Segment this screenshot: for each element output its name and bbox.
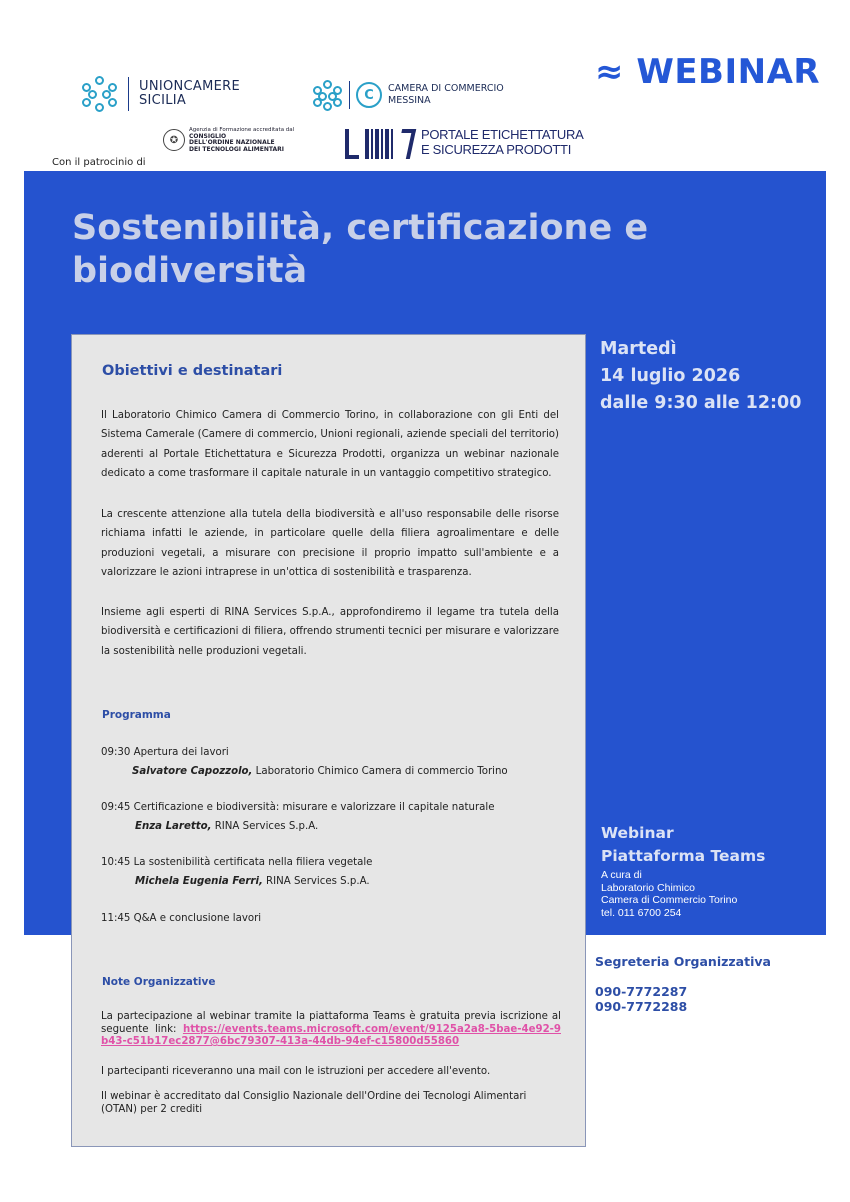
otan-small: Agenzia di Formazione accreditata dal <box>189 127 295 133</box>
page-title: Sostenibilità, certificazione e biodiversità <box>72 208 649 291</box>
cura-line3: Camera di Commercio Torino <box>601 894 738 906</box>
portale-line2: E SICUREZZA PRODOTTI <box>421 142 572 157</box>
program-item: 09:45 Certificazione e biodiversità: misurare e valorizzare il capitale naturale <box>101 802 495 813</box>
portale-etichettatura-logo <box>345 125 583 159</box>
rina-paragraph: Insieme agli esperti di RINA Services S.p.A., approfondiremo il legame tra tutela della biodiversità e certificazioni di filiera, offrendo strumenti tecnici per misurare e valorizzare la sostenibilità nelle produzioni vegetali. <box>101 607 559 657</box>
program-item: 10:45 La sostenibilità certificata nella filiera vegetale <box>101 857 373 868</box>
otan-logo <box>163 127 294 153</box>
segreteria-heading: Segreteria Organizzativa <box>595 954 771 969</box>
program-speaker <box>135 820 318 834</box>
programma-heading: Programma <box>102 709 171 721</box>
note-heading: Note Organizzative <box>102 976 216 988</box>
camera-emblem-icon <box>313 80 343 110</box>
speaker-name: Michela Eugenia Ferri, <box>135 876 263 887</box>
intro-paragraph: Il Laboratorio Chimico Camera di Commercio Torino, in collaborazione con gli Enti del Sistema Camerale (Camere di commercio, Unioni regionali, aziende speciali del territorio) aderenti al Portale Etichettatura e Sicurezza Prodotti, organizza un webinar nazionale dedicato a come trasformare il capitale naturale in un vantaggio competitivo strategico. <box>101 410 559 480</box>
speaker-affiliation: RINA Services S.p.A. <box>211 821 319 832</box>
content-panel <box>71 334 586 1147</box>
cura-line1: A cura di <box>601 869 642 881</box>
republic-seal-icon: ✪ <box>163 129 185 151</box>
speaker-affiliation: RINA Services S.p.A. <box>262 876 370 887</box>
logo-divider <box>128 77 129 111</box>
obiettivi-heading: Obiettivi e destinatari <box>102 363 283 379</box>
program-item: 11:45 Q&A e conclusione lavori <box>101 913 262 924</box>
camera-line1: CAMERA DI COMMERCIO <box>388 83 504 94</box>
portale-barcode-icon <box>345 125 413 159</box>
event-time: dalle 9:30 alle 12:00 <box>600 393 802 413</box>
portale-logo-text <box>421 127 583 157</box>
registration-note <box>101 1011 561 1049</box>
program-item: 09:30 Apertura dei lavori <box>101 747 229 758</box>
event-date-block <box>600 336 801 417</box>
otan-line2: DELL'ORDINE NAZIONALE <box>189 139 275 146</box>
unioncamere-sicilia-logo <box>82 76 240 112</box>
phone-number[interactable]: 090-7772288 <box>595 999 688 1014</box>
speaker-affiliation: Laboratorio Chimico Camera di commercio Torino <box>252 766 508 777</box>
cura-line2: Laboratorio Chimico <box>601 881 695 894</box>
otan-logo-text <box>189 127 294 153</box>
event-day: Martedì <box>600 339 677 359</box>
camera-line2: MESSINA <box>388 95 431 106</box>
platform-line2: Piattaforma Teams <box>601 847 766 865</box>
registration-link[interactable]: https://events.teams.microsoft.com/event/9125a2a8-5bae-4e92-9b43-c51b17ec2877@6bc79307-413a-44db-94ef-c15800d55860 <box>101 1023 561 1047</box>
event-date: 14 luglio 2026 <box>600 366 741 386</box>
unioncamere-logo-text <box>139 80 240 108</box>
registration-text: La partecipazione al webinar tramite la piattaforma Teams è gratuita previa iscrizione al seguente link: <box>101 1011 561 1035</box>
phone-number[interactable]: 090-7772287 <box>595 984 688 999</box>
platform-block <box>601 822 765 868</box>
program-speaker <box>132 765 508 779</box>
camera-logo-text <box>388 83 504 107</box>
otan-line1: CONSIGLIO <box>189 132 227 140</box>
logo-divider <box>349 81 350 109</box>
program-speaker <box>135 875 370 889</box>
speaker-name: Salvatore Capozzolo, <box>132 766 253 777</box>
organizer-block <box>601 869 737 919</box>
webinar-tag: ≈ WEBINAR <box>595 52 821 92</box>
unioncamere-line1: UNIONCAMERE <box>139 79 240 94</box>
otan-line3: DEI TECNOLOGI ALIMENTARI <box>189 145 284 153</box>
portale-line1: PORTALE ETICHETTATURA <box>421 127 584 142</box>
patrocinio-label: Con il patrocinio di <box>52 157 146 168</box>
cura-phone: tel. 011 6700 254 <box>601 906 682 919</box>
camera-commercio-messina-logo <box>313 80 504 110</box>
biodiversity-paragraph: La crescente attenzione alla tutela della biodiversità e all'uso responsabile delle risorse richiama infatti le aziende, in particolare quelle della filiera agroalimentare e delle produzioni vegetali, a misurare con precisione il proprio impatto sull'ambiente e a valorizzare le azioni intraprese in un'ottica di sostenibilità e trasparenza. <box>101 509 559 579</box>
speaker-name: Enza Laretto, <box>135 821 212 832</box>
unioncamere-line2: SICILIA <box>139 93 187 108</box>
email-note: I partecipanti riceveranno una mail con le istruzioni per accedere all'evento. <box>101 1066 491 1077</box>
accreditation-note: Il webinar è accreditato dal Consiglio Nazionale dell'Ordine dei Tecnologi Alimentari (OTAN) per 2 crediti <box>101 1091 527 1115</box>
cc-monogram-icon: C <box>356 82 382 108</box>
platform-line1: Webinar <box>601 824 674 842</box>
unioncamere-emblem-icon <box>82 76 118 112</box>
